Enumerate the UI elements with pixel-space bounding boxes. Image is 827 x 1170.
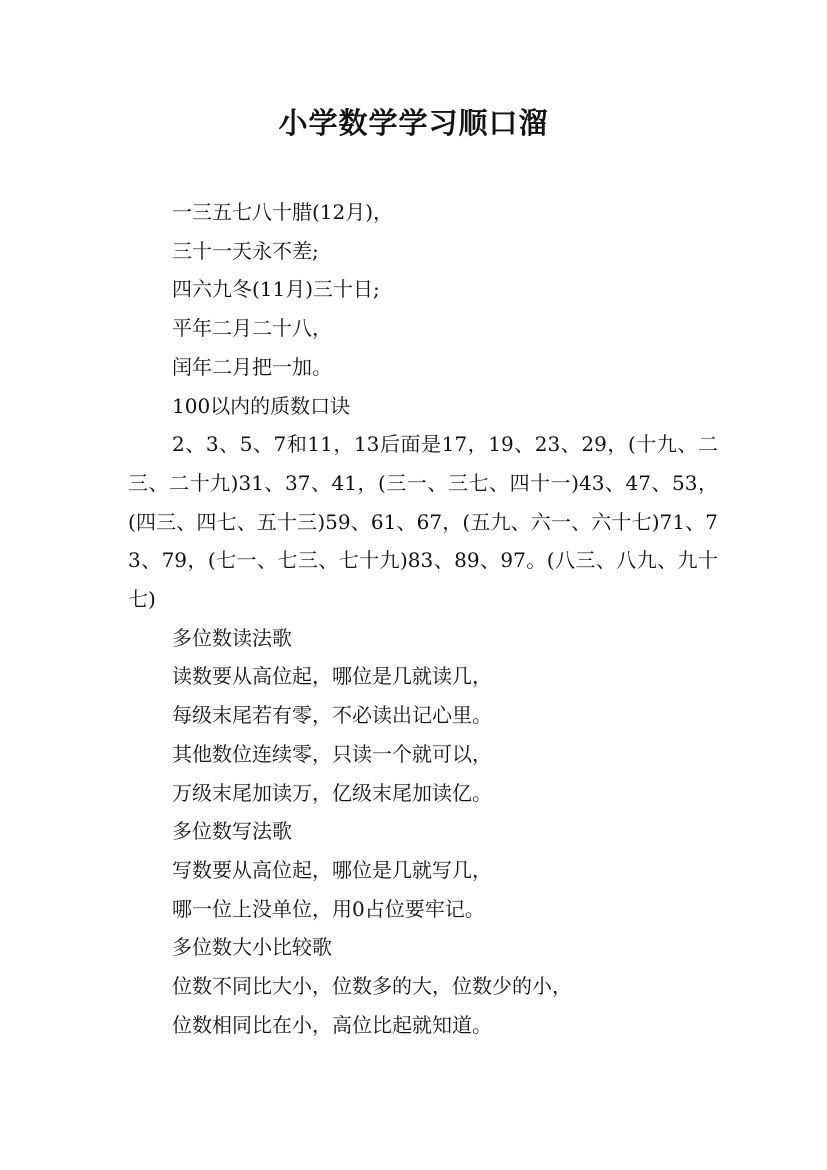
- paragraph: 四六九冬(11月)三十日;: [172, 277, 380, 302]
- paragraph: 其他数位连续零，只读一个就可以，: [172, 741, 492, 766]
- paragraph: 写数要从高位起，哪位是几就写几，: [172, 857, 492, 882]
- section-heading: 多位数写法歌: [172, 819, 292, 844]
- paragraph: 三十一天永不差;: [172, 238, 319, 263]
- paragraph: 位数相同比在小，高位比起就知道。: [172, 1012, 492, 1037]
- section-heading: 100以内的质数口诀: [172, 393, 351, 418]
- paragraph: 平年二月二十八，: [172, 316, 332, 341]
- section-heading: 多位数大小比较歌: [172, 935, 332, 960]
- paragraph: 位数不同比大小，位数多的大，位数少的小，: [172, 974, 572, 999]
- paragraph: 每级末尾若有零，不必读出记心里。: [172, 703, 492, 728]
- section-heading: 多位数读法歌: [172, 625, 292, 650]
- document-title: 小学数学学习顺口溜: [278, 106, 549, 140]
- prime-number-paragraph: 2、3、5、7和11，13后面是17，19、23、29，(十九、二三、二十九)31、37、41，(三一、三七、四十一)43、47、53，(四三、四七、五十三)59、61、67，(五九、六一、六十七)71、73、79，(七一、七三、七十九)83、89、97。(八三、八九、九十七): [128, 432, 718, 612]
- paragraph: 哪一位上没单位，用0占位要牢记。: [172, 896, 485, 921]
- document-body: [128, 193, 718, 1044]
- paragraph: 一三五七八十腊(12月)，: [172, 200, 394, 224]
- paragraph: 万级末尾加读万，亿级末尾加读亿。: [172, 780, 492, 805]
- paragraph: 闰年二月把一加。: [172, 354, 332, 379]
- paragraph: 读数要从高位起，哪位是几就读几，: [172, 664, 492, 689]
